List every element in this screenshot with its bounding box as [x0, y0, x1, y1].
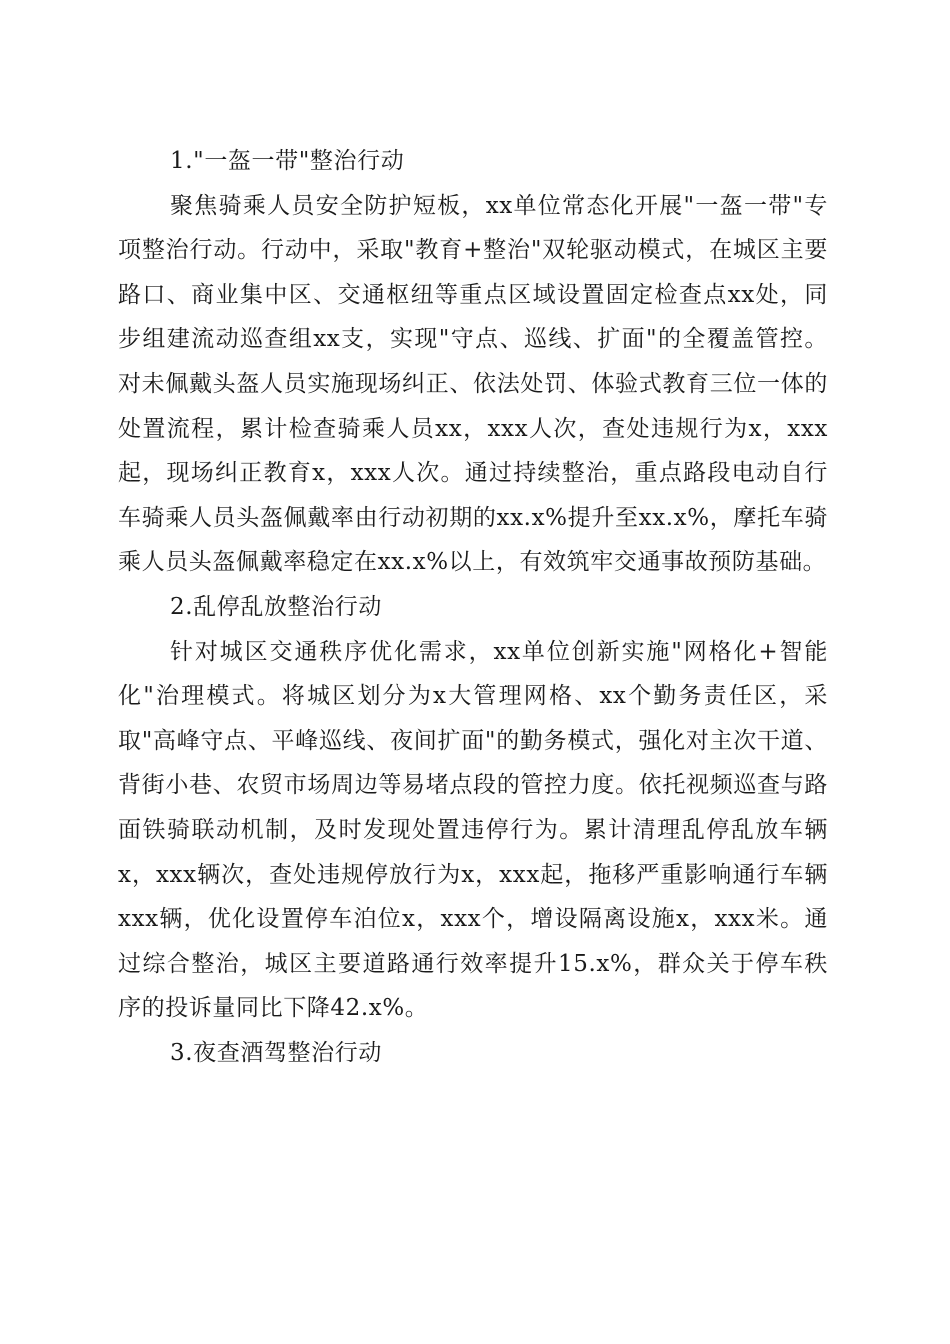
- document-body: [118, 139, 828, 1075]
- section-1-paragraph: 聚焦骑乘人员安全防护短板，xx单位常态化开展"一盔一带"专项整治行动。行动中，采取"教育+整治"双轮驱动模式，在城区主要路口、商业集中区、交通枢纽等重点区域设置固定检查点xx处，同步组建流动巡查组xx支，实现"守点、巡线、扩面"的全覆盖管控。对未佩戴头盔人员实施现场纠正、依法处罚、体验式教育三位一体的处置流程，累计检查骑乘人员xx，xxx人次，查处违规行为x，xxx起，现场纠正教育x，xxx人次。通过持续整治，重点路段电动自行车骑乘人员头盔佩戴率由行动初期的xx.x%提升至xx.x%，摩托车骑乘人员头盔佩戴率稳定在xx.x%以上，有效筑牢交通事故预防基础。: [118, 192, 828, 576]
- section-2-paragraph: 针对城区交通秩序优化需求，xx单位创新实施"网格化+智能化"治理模式。将城区划分为x大管理网格、xx个勤务责任区，采取"高峰守点、平峰巡线、夜间扩面"的勤务模式，强化对主次干道、背街小巷、农贸市场周边等易堵点段的管控力度。依托视频巡查与路面铁骑联动机制，及时发现处置违停行为。累计清理乱停乱放车辆x，xxx辆次，查处违规停放行为x，xxx起，拖移严重影响通行车辆xxx辆，优化设置停车泊位x，xxx个，增设隔离设施x，xxx米。通过综合整治，城区主要道路通行效率提升15.x%，群众关于停车秩序的投诉量同比下降42.x%。: [118, 638, 828, 1022]
- section-2-heading: 2.乱停乱放整治行动: [170, 593, 382, 620]
- section-1-heading: 1."一盔一带"整治行动: [170, 148, 405, 174]
- section-3-heading: 3.夜查酒驾整治行动: [170, 1039, 382, 1066]
